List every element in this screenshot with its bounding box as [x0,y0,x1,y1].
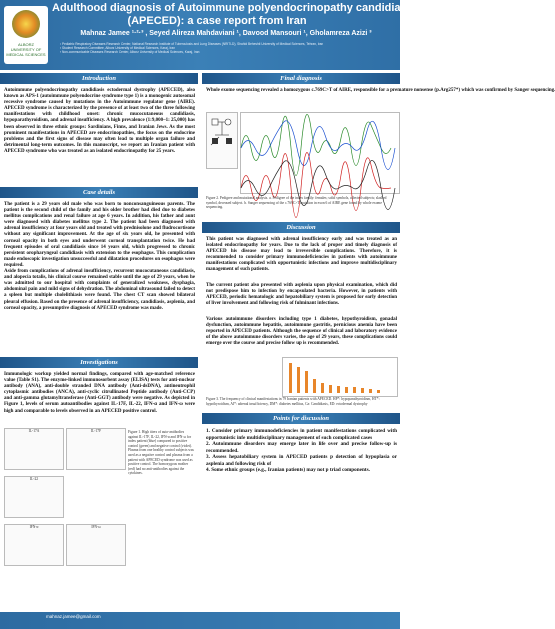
affiliations [60,42,400,55]
figure-2-area [202,110,400,220]
contact-email[interactable]: mahnaz.jamee@gmail.com [46,614,101,619]
discussion-heading: Discussion [202,222,400,233]
university-logo [4,6,48,64]
figure-3-caption: Figure 3. The frequency of clinical manifestations in 79 Iranian patients with APECED. HP*: hypoparathyroidism, HT*: hypothyroidism, AI*: adrenal insufficiency, DM*: diabetes mellitus, Ca: Candidiasis, ED: ectodermal dystrophy [206,397,380,406]
point-item: 2. Autoimmune disorders may emerge later in life over and precise follow-up is recommended. [206,441,397,454]
discussion-text-2: The current patient also presented with asplenia upon physical examination, which did not predispose him to infection by encapsulated bacteria. However, in patients with APECED, periodic hematologic and hepatobiliary system is proposed for early detection of liver involvement and following risk of fulminant infections. [206,283,397,307]
figure-3-area [202,355,400,409]
bar [369,389,372,393]
figure-1-caption: Figure 1. High titers of auto-antibodies against IL-17F, IL-22, IFN-α and IFN-ω for index patient (blue) compared to positive control (green) and negative control (violet). Plasma from one healthy control subjects was used as a negative control and plasma from a patient with APECED syndrome was used as positive control. The homozygous mother (red) had no anti-antibodies against the cytokines. [128,430,194,476]
bar [377,390,380,393]
manifestation-bar-chart [282,357,398,397]
poster-title [52,2,508,28]
author-list: Mahnaz Jamee ¹·²·³ , Seyed Alireza Mahdaviani ¹, Davood Mansouri ¹, Gholamreza Azizi ³ [80,30,372,37]
footer-bar [0,612,400,629]
title-line-2: (APECED): a case report from Iran [127,15,307,27]
logo-text: ALBORZ UNIVERSITY OF MEDICAL SCIENCES [6,42,46,57]
bar [289,363,292,393]
point-item: 4. Some ethnic groups (e.g., Iranian patients) may not p triad components. [206,467,370,473]
discussion-text-3: Various autoimmune disorders including type 1 diabetes, hypothyroidism, gonadal dysfunction, autoimmune hepatitis, autoimmune gastritis, pernicious anemia have been reported in APECED patients. Although the sequence of clinical and laboratory evidence of the above autoimmune disorders varies, the age of 29 years, these complications could emerge over the course and precise follow up is recommended. [206,317,397,347]
panel-label: IFN-α [29,525,39,529]
pedigree-icon [207,113,237,168]
point-item: 1. Consider primary immunodeficiencies in patient manifestations complicated with opportunistic infe multidisciplinary management of such complicated cases [206,428,397,441]
affiliation-1: ¹ Pediatric Respiratory Diseases Research Center, National Research Institute of Tuberculosis and Lung Diseases (NRITLD), Shahid Beheshti University of Medical Sciences, Tehran, Iran [60,42,324,46]
points-list [202,424,400,476]
panel-label: IL-17A [28,429,40,433]
figure-2-caption: Figure 2. Pedigree and mutational analysis. a. Pedigree of the index family: females; solid symbols, affected subjects; slashed symbol, deceased subject. b. Sanger sequencing of the c.769C>T mutation in exon 6 of AIRE gene found by whole exome sequencing. [206,196,387,210]
bar [353,387,356,393]
title-line-1: Adulthood diagnosis of Autoimmune polyendocrinopathy candidiasis ectodermal dystr [52,2,508,14]
panel-il17f [66,428,126,470]
bar [297,367,300,393]
final-diagnosis-heading: Final diagnosis [202,73,400,84]
bar [345,387,348,393]
bar [305,371,308,393]
panel-ifn-alpha [4,524,64,566]
panel-label: IFN-ω [91,525,101,529]
pedigree-diagram [206,112,238,169]
sanger-chromatograms [240,112,400,194]
panel-label: IL-22 [29,477,39,481]
affiliation-2: ² Student Research Committee, Alborz University of Medical Sciences, Karaj, Iran [60,46,175,51]
seal-icon [12,10,40,38]
case-details-heading: Case details [0,187,198,198]
affiliation-3: ³ Non-communicable Diseases Research Center, Alborz University of Medical Sciences, Karaj, Iran [60,50,200,55]
panel-il22 [4,476,64,518]
left-column [0,70,198,574]
figure-1-area [0,424,198,574]
panel-ifn-omega [66,524,126,566]
final-diagnosis-text: Whole exome sequencing revealed a homozygous c.769C>T of AIRE, responsible for a premature nonsense (p.Arg257*) which was confirmed by Sanger sequencing. [206,88,555,93]
discussion-text-1: This patient was diagnosed with adrenal insufficiency early and was treated as an isolated endocrinopathy for years. Due to the lack of proper and timely diagnosis of APECED his disease may lead to irreversible complications. Therefore, it is recommended to consider primary immunodeficiencies in patients with autoimmune manifestations complicated with opportunistic infections and improve multidisciplinary management of such patients. [206,237,397,273]
chromatogram-traces [241,113,399,193]
bar [313,379,316,393]
points-heading: Points for discussion [202,413,400,424]
case-details-text: The patient is a 29 years old male who was born to nonconsanguineous parents. The patient is the second child of the family and his older brother had died due to diabetes mellitus complications and renal failure at age 6 years. In addition, his father and aunt were diagnosed with diabetes mellitus type 2. The patient had been diagnosed with adrenal insufficiency at four years old and treated with prednisolone and fludrocortisone without any significant improvement. At the age of six years old, he presented with corneal opacity in both eyes and underwent corneal transplantation twice. He had frequent episodes of oral candidiasis since 14 years old, which progressed to chronic persistent oropharyngeal candidiasis with extension to the esophagus. This complication made endoscopic investigation unsuccessful and dilatation procedures on esophagus were required. Aside from complications of adrenal insufficiency, recurrent mucocutaneous candidiasis, and alopecia totalis, his clinical course remained stable until the age of 29 years, when he was admitted to our hospital with complaints of generalized weakness, dysphagia, abdominal pain and mild signs of dehydration. The abdominal ultrasound failed to detect a spleen but multiple cholelithiasis were found. The chest CT scan showed bilateral pleural effusion. Based on the presence of adrenal insufficiency, candidiasis, asplenia, and corneal opacity, a presumptive diagnosis of APECED syndrome was made. [4,202,195,311]
bar [337,386,340,393]
point-item: 3. Assess hepatobiliary system in APECED patients p detection of hypoplasia or asplenia and following risk of [206,454,397,467]
investigations-heading: Investigations [0,357,198,368]
introduction-heading: Introduction [0,73,198,84]
bar [361,388,364,393]
title-banner [0,0,508,70]
introduction-text: Autoimmune polyendocrinopathy candidiasis ectodermal dystrophy (APECED), also known as APS-1 (autoimmune polyendocrine syndrome type 1) is a monogenic autosomal recessive syndrome caused by mutations in the Autoimmune regulator gene (AIRE). APECED syndrome is characterized by the presence of at least two of the three following manifestations with childhood onset: chronic mucocutaneous candidiasis, hypoparathyroidism, and adrenal insufficiency. A high prevalence (1:9,000–1: 25,000) has been observed in three ethnic groups: Sardinians, Finns, and Iranian Jews. As the most prominent manifestations in APECED are endocrinopathies, the focus on the endocrine problems and the first signs of disease may often lead to multiple organ failure and detrimental long-term outcomes. In this manuscript, we report an Iranian patient with APECED syndrome who was treated as an isolated endocrinopathy for 25 years. [4,88,195,154]
investigations-text: Immunologic workup yielded normal findings, compared with age-matched reference value (Table S1). The enzyme-linked immunosorbent assay (ELISA) tests for anti-nuclear antibody (ANA), anti-double stranded DNA antibody (Anti-dsDNA), antineutrophil cytoplasmic antibodies (ANCA), anti-cyclic citrullinated Peptide antibody (Anti-CCP) and anti-gamma glutamyltransferase (Anti-GGT) antibody were negative. As depicted in Figure 1, levels of serum autoantibodies against IL-17F, IL-22, IFN-α and IFN-ω were high and comparable to levels observed in an APECED positive control. [4,372,195,414]
right-column [202,70,555,476]
bar [321,383,324,393]
panel-label: IL-17F [90,429,102,433]
bar [329,385,332,393]
panel-il17a [4,428,64,470]
